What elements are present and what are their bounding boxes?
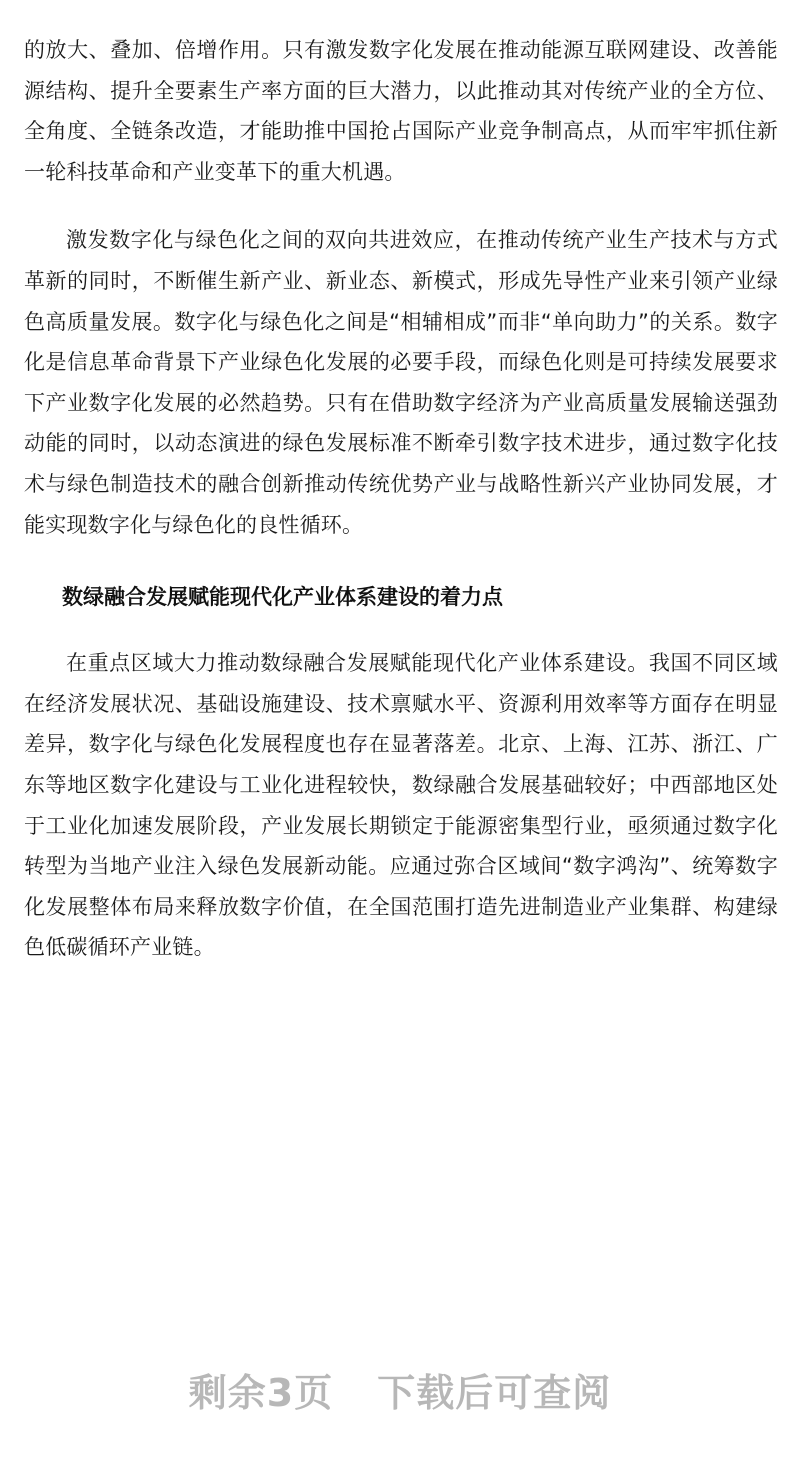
paragraph-2: 激发数字化与绿色化之间的双向共进效应，在推动传统产业生产技术与方式革新的同时，不断催生新产业、新业态、新模式，形成先导性产业来引领产业绿色高质量发展。数字化与绿色化之间是“相辅相成”而非“单向助力”的关系。数字化是信息革命背景下产业绿色化发展的必要手段，而绿色化则是可持续发展要求下产业数字化发展的必然趋势。只有在借助数字经济为产业高质量发展输送强劲动能的同时，以动态演进的绿色发展标准不断牵引数字技术进步，通过数字化技术与绿色制造技术的融合创新推动传统优势产业与战略性新兴产业协同发展，才能实现数字化与绿色化的良性循环。 <box>24 228 778 537</box>
download-prompt[interactable] <box>0 1362 800 1417</box>
paragraph-1: 的放大、叠加、倍增作用。只有激发数字化发展在推动能源互联网建设、改善能源结构、提升全要素生产率方面的巨大潜力，以此推动其对传统产业的全方位、全角度、全链条改造，才能助推中国抢占国际产业竞争制高点，从而牢牢抓住新一轮科技革命和产业变革下的重大机遇。 <box>24 38 778 184</box>
document-body <box>24 30 778 968</box>
remaining-pages-text: 剩余3页 <box>188 1371 334 1415</box>
paragraph-3: 在重点区域大力推动数绿融合发展赋能现代化产业体系建设。我国不同区域在经济发展状况、基础设施建设、技术禀赋水平、资源利用效率等方面存在明显差异，数字化与绿色化发展程度也存在显著落差。北京、上海、江苏、浙江、广东等地区数字化建设与工业化进程较快，数绿融合发展基础较好；中西部地区处于工业化加速发展阶段，产业发展长期锁定于能源密集型行业，亟须通过数字化转型为当地产业注入绿色发展新动能。应通过弥合区域间“数字鸿沟”、统筹数字化发展整体布局来释放数字价值，在全国范围打造先进制造业产业集群、构建绿色低碳循环产业链。 <box>24 651 778 960</box>
download-to-view-text: 下载后可查阅 <box>377 1371 612 1415</box>
section-heading: 数绿融合发展赋能现代化产业体系建设的着力点 <box>62 585 503 610</box>
